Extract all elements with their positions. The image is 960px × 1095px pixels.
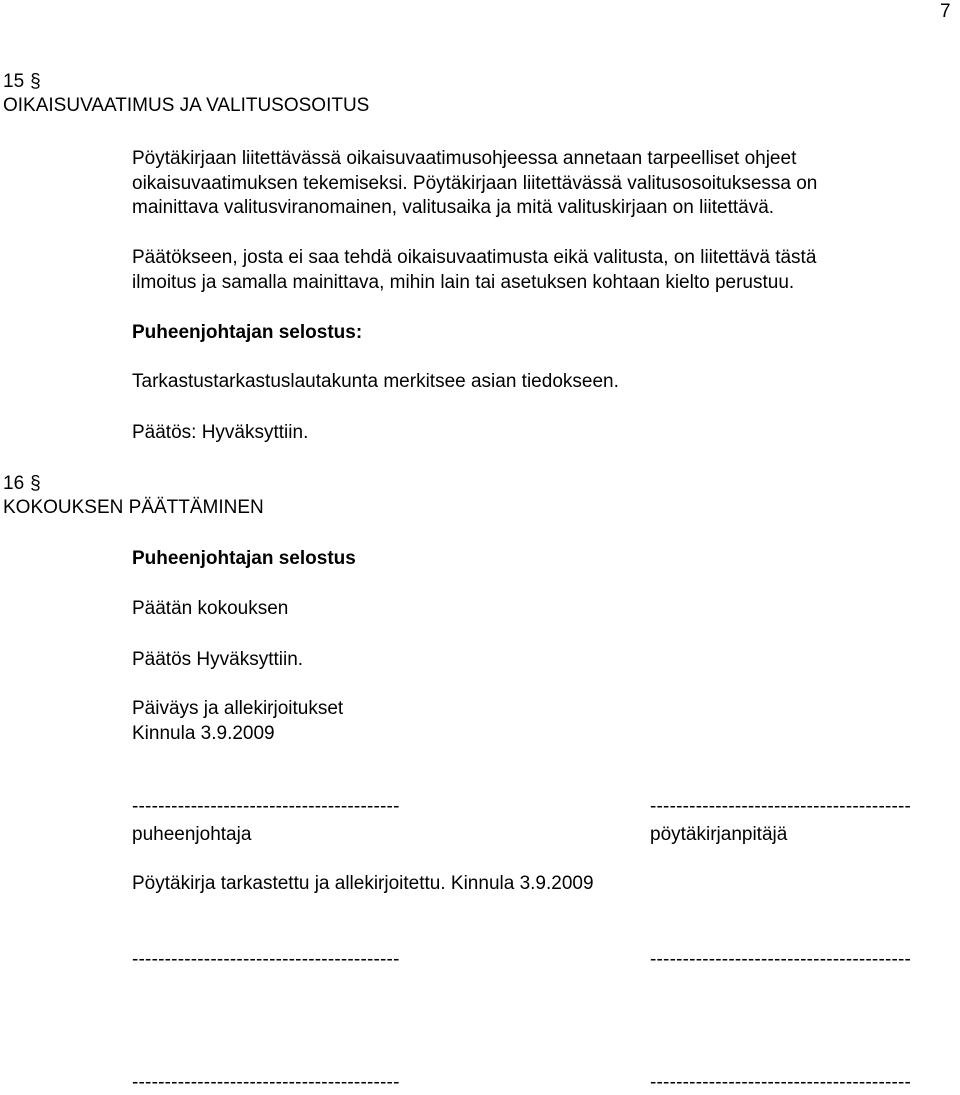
section-15-paragraph-2-line-1: Päätökseen, josta ei saa tehdä oikaisuvaatimusta eikä valitusta, on liitettävä tästä	[132, 247, 817, 268]
signature-role-secretary: pöytäkirjanpitäjä	[650, 824, 788, 845]
signature-line-left-2: -----------------------------------------	[132, 949, 400, 970]
date-signatures-label: Päiväys ja allekirjoitukset	[132, 698, 344, 719]
section-16-chair-heading: Puheenjohtajan selostus	[132, 548, 356, 569]
section-16-number: 16	[3, 473, 25, 494]
section-15-decision: Päätös: Hyväksyttiin.	[132, 422, 309, 443]
section-16-decision: Päätös Hyväksyttiin.	[132, 649, 304, 670]
signature-line-right-3: ----------------------------------------	[650, 1072, 912, 1093]
page-number: 7	[940, 1, 951, 22]
signature-line-left-1: -----------------------------------------	[132, 796, 400, 817]
section-mark-icon: §	[30, 473, 41, 494]
minutes-checked-text: Pöytäkirja tarkastettu ja allekirjoitettu. Kinnula 3.9.2009	[132, 873, 594, 894]
section-15-chair-text: Tarkastustarkastuslautakunta merkitsee asian tiedokseen.	[132, 371, 619, 392]
signature-line-right-1: ----------------------------------------	[650, 796, 912, 817]
section-16-number-line	[3, 472, 41, 496]
section-15-chair-heading: Puheenjohtajan selostus:	[132, 322, 363, 343]
section-mark-icon: §	[30, 71, 41, 92]
section-15-number-line	[3, 70, 41, 94]
section-15-paragraph-2-line-2: ilmoitus ja samalla mainittava, mihin lain tai asetuksen kohtaan kielto perustuu.	[132, 272, 795, 293]
section-15-title: OIKAISUVAATIMUS JA VALITUSOSOITUS	[3, 95, 370, 116]
section-15-paragraph-1-line-1: Pöytäkirjaan liitettävässä oikaisuvaatimusohjeessa annetaan tarpeelliset ohjeet	[132, 148, 797, 169]
section-15-number: 15	[3, 71, 25, 92]
section-16-title: KOKOUKSEN PÄÄTTÄMINEN	[3, 497, 264, 518]
signature-line-right-2: ----------------------------------------	[650, 949, 912, 970]
date-place: Kinnula 3.9.2009	[132, 723, 275, 744]
section-15-paragraph-1-line-2: oikaisuvaatimuksen tekemiseksi. Pöytäkirjaan liitettävässä valitusosoituksessa on	[132, 173, 818, 194]
signature-line-left-3: -----------------------------------------	[132, 1072, 400, 1093]
section-15-paragraph-1-line-3: mainittava valitusviranomainen, valitusaika ja mitä valituskirjaan on liitettävä.	[132, 197, 775, 218]
section-16-chair-text: Päätän kokouksen	[132, 598, 289, 619]
signature-role-chair: puheenjohtaja	[132, 824, 252, 845]
